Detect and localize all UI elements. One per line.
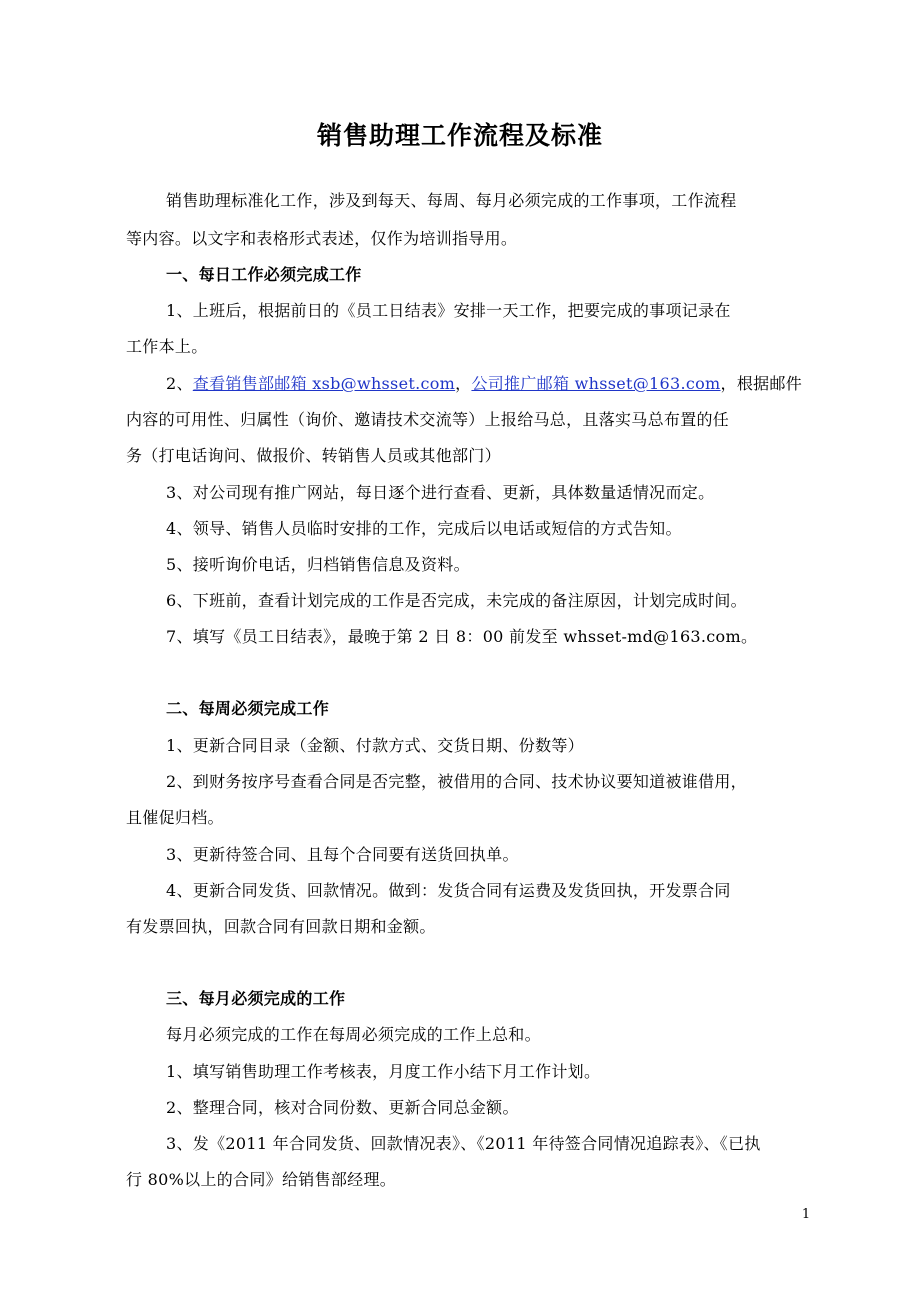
daily-item-2-separator: ， [455,374,472,393]
daily-item-3: 3、对公司现有推广网站，每日逐个进行查看、更新，具体数量适情况而定。 [166,483,715,502]
daily-item-4: 4、领导、销售人员临时安排的工作，完成后以电话或短信的方式告知。 [166,519,682,538]
daily-item-1: 1、上班后，根据前日的《员工日结表》安排一天工作，把要完成的事项记录在 [166,301,731,320]
sales-email-link[interactable]: 查看销售部邮箱 xsb@whsset.com [192,374,456,393]
weekly-item-1: 1、更新合同目录（金额、付款方式、交货日期、份数等） [166,736,584,755]
monthly-item-3: 3、发《2011 年合同发货、回款情况表》、《2011 年待签合同情况追踪表》、《已执 [166,1134,761,1153]
promo-email-link[interactable]: 公司推广邮箱 whsset@163.com [471,374,721,393]
weekly-item-3: 3、更新待签合同、且每个合同要有送货回执单。 [166,845,519,864]
intro-line-1: 销售助理标准化工作，涉及到每天、每周、每月必须完成的工作事项，工作流程 [166,191,737,210]
weekly-item-2-cont: 且催促归档。 [126,808,224,827]
section-heading-daily: 一、每日工作必须完成工作 [166,265,362,284]
monthly-intro: 每月必须完成的工作在每周必须完成的工作上总和。 [166,1025,541,1044]
intro-line-2: 等内容。以文字和表格形式表述，仅作为培训指导用。 [126,229,518,248]
section-heading-weekly: 二、每周必须完成工作 [166,699,330,718]
daily-item-5: 5、接听询价电话，归档销售信息及资料。 [166,555,470,574]
daily-item-2-suffix: ，根据邮件 [720,374,803,393]
page-number: 1 [801,1207,811,1222]
daily-item-2 [166,372,810,396]
daily-item-7: 7、填写《员工日结表》，最晚于第 2 日 8：00 前发至 whsset-md@163.com。 [166,627,758,646]
weekly-item-2: 2、到财务按序号查看合同是否完整，被借用的合同、技术协议要知道被谁借用， [166,772,747,791]
monthly-item-3-cont: 行 80%以上的合同》给销售部经理。 [126,1170,397,1189]
daily-item-2-prefix: 2、 [166,374,193,393]
weekly-item-4-cont: 有发票回执，回款合同有回款日期和金额。 [126,917,436,936]
daily-item-6: 6、下班前，查看计划完成的工作是否完成，未完成的备注原因，计划完成时间。 [166,591,747,610]
daily-item-2-cont-1: 内容的可用性、归属性（询价、邀请技术交流等）上报给马总，且落实马总布置的任 [126,410,730,429]
daily-item-2-cont-2: 务（打电话询问、做报价、转销售人员或其他部门） [126,446,501,465]
weekly-item-4: 4、更新合同发货、回款情况。做到：发货合同有运费及发货回执，开发票合同 [166,881,731,900]
monthly-item-2: 2、整理合同，核对合同份数、更新合同总金额。 [166,1098,519,1117]
daily-item-1-cont: 工作本上。 [126,337,208,356]
section-heading-monthly: 三、每月必须完成的工作 [166,989,346,1008]
monthly-item-1: 1、填写销售助理工作考核表，月度工作小结下月工作计划。 [166,1062,601,1081]
document-title: 销售助理工作流程及标准 [316,121,603,150]
